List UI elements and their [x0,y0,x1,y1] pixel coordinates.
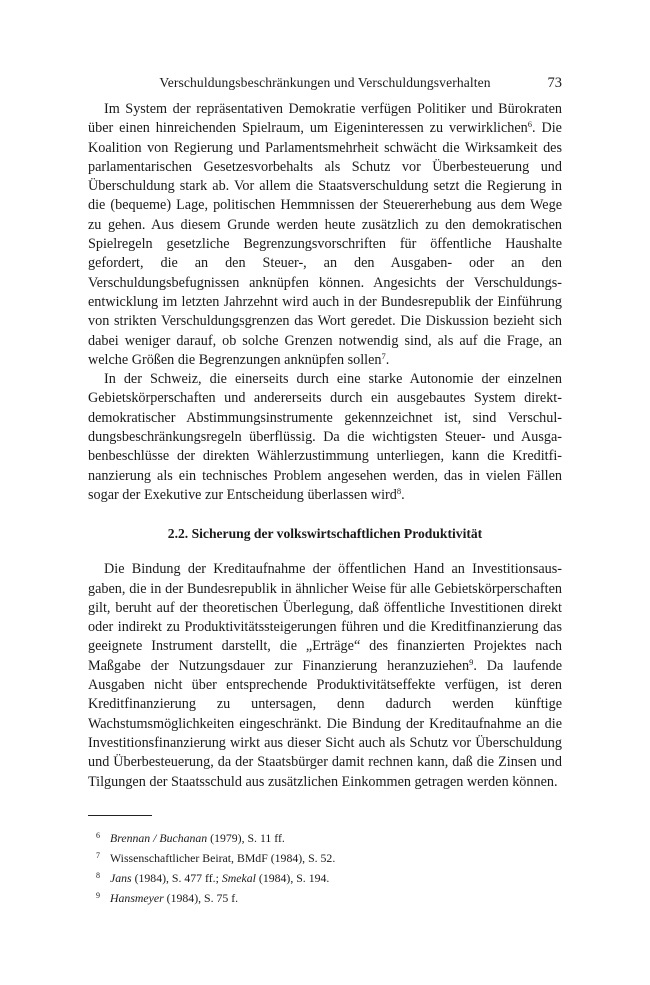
paragraph-2: In der Schweiz, die einerseits durch eine starke Autonomie der einzelnen Gebietskörperschaften und andererseits durch ein ausgebautes System direktdemokratischer Abstimmungsinstrumente gekennzeichnet ist, sind Verschuldungsbeschränkungsregeln überflüssig. Da die wichtigsten Steuer- und Ausgabenbeschlüsse der direkten Wählerzustimmung unterliegen, kann die Kreditfinanzierung als ein technisches Problem angesehen werden, das in vielen Fällen sogar der Exekutive zur Entscheidung überlassen wird$^8$. [88,371,562,503]
footnote-ref-9[interactable]: 9 [469,656,474,667]
footnote-6: 6 Brennan / Buchanan (1979), S. 11 ff. [96,830,285,845]
footnote-ref-6[interactable]: 6 [527,119,533,130]
body-text [88,100,562,792]
footnote-9: 9 Hansmeyer (1984), S. 75 f. [96,890,239,905]
running-header [88,72,562,94]
footnote-ref-8[interactable]: 8 [396,485,402,496]
footnote-7: 7 Wissenschaftlicher Beirat, BMdF (1984), S. 52. [96,850,336,865]
running-title: Verschuldungsbeschränkungen und Verschuldungsverhalten [159,75,491,90]
footnote-8: 8 Jans (1984), S. 477 ff.; Smekal (1984), S. 194. [96,870,330,885]
book-page [88,72,562,907]
footnote-ref-7[interactable]: 7 [381,350,386,361]
footnotes [88,827,562,907]
section-heading: 2.2. Sicherung der volkswirtschaftlichen Produktivität [167,526,483,542]
paragraph-3: Die Bindung der Kreditaufnahme der öffentlichen Hand an Investitionsausgaben, die in der Bundesrepublik in ähnlicher Weise für alle Gebietskörperschaften gilt, beruht auf der theoretischen Überlegung, daß öffentliche Investitionen direkt oder indirekt zu Produktivitätssteigerungen führen und die Kreditfinanzierung das geeignete Instrument darstellt, die „Erträge“ des finanzierten Projektes nach Maßgabe der Nutzungsdauer zur Finanzierung heranzuziehen$^9$. Da laufende Ausgaben nicht über entsprechende Produktivitätseffekte verfügen, ist deren Kreditfinanzierung zu untersagen, denn dadurch werden künftige Wachstumsmöglichkeiten eingeschränkt. Die Bindung der Kreditaufnahme an die Investitionsfinanzierung wirkt aus dieser Sicht auch als Schutz vor Überschuldung und Überbesteuerung, da der Staatsbürger damit rechnen kann, daß die Zinsen und Tilgungen der Staatsschuld aus zusätzlichen Einkommen getragen werden können. [88,561,562,790]
footnote-divider [88,815,152,816]
paragraph-1: Im System der repräsentativen Demokratie verfügen Politiker und Bürokraten über einen hinreichenden Spielraum, um Eigeninteressen zu verwirklichen$^6$. Die Koalition von Regierung und Parlamentsmehrheit schwächt die Wirksamkeit des parlamentarischen Gesetzesvorbehalts als Schutz vor Überbesteuerung und Überschuldung stark ab. Vor allem die Staatsverschuldung setzt die Regierung in die (bequeme) Lage, politischen Hemmnissen der Steuererhebung aus dem Wege zu gehen. Aus diesem Grunde werden heute zusätzlich zu den demokratischen Spielregeln gesetzliche Begrenzungsvorschriften für öffentliche Haushalte gefordert, die an den Steuer-, an den Ausgaben- oder an den Verschuldungsbefugnissen anknüpfen können. Angesichts der Verschuldungsentwicklung im letzten Jahrzehnt wird auch in der Bundesrepublik der Einführung von strikten Verschuldungsgrenzen das Wort geredet. Die Diskussion bezieht sich dabei weniger darauf, ob solche Grenzen notwendig sind, als auf die Frage, an welche Größen die Begrenzungen anknüpfen sollen$^7$. [88,101,562,368]
page-number: 73 [547,75,562,91]
